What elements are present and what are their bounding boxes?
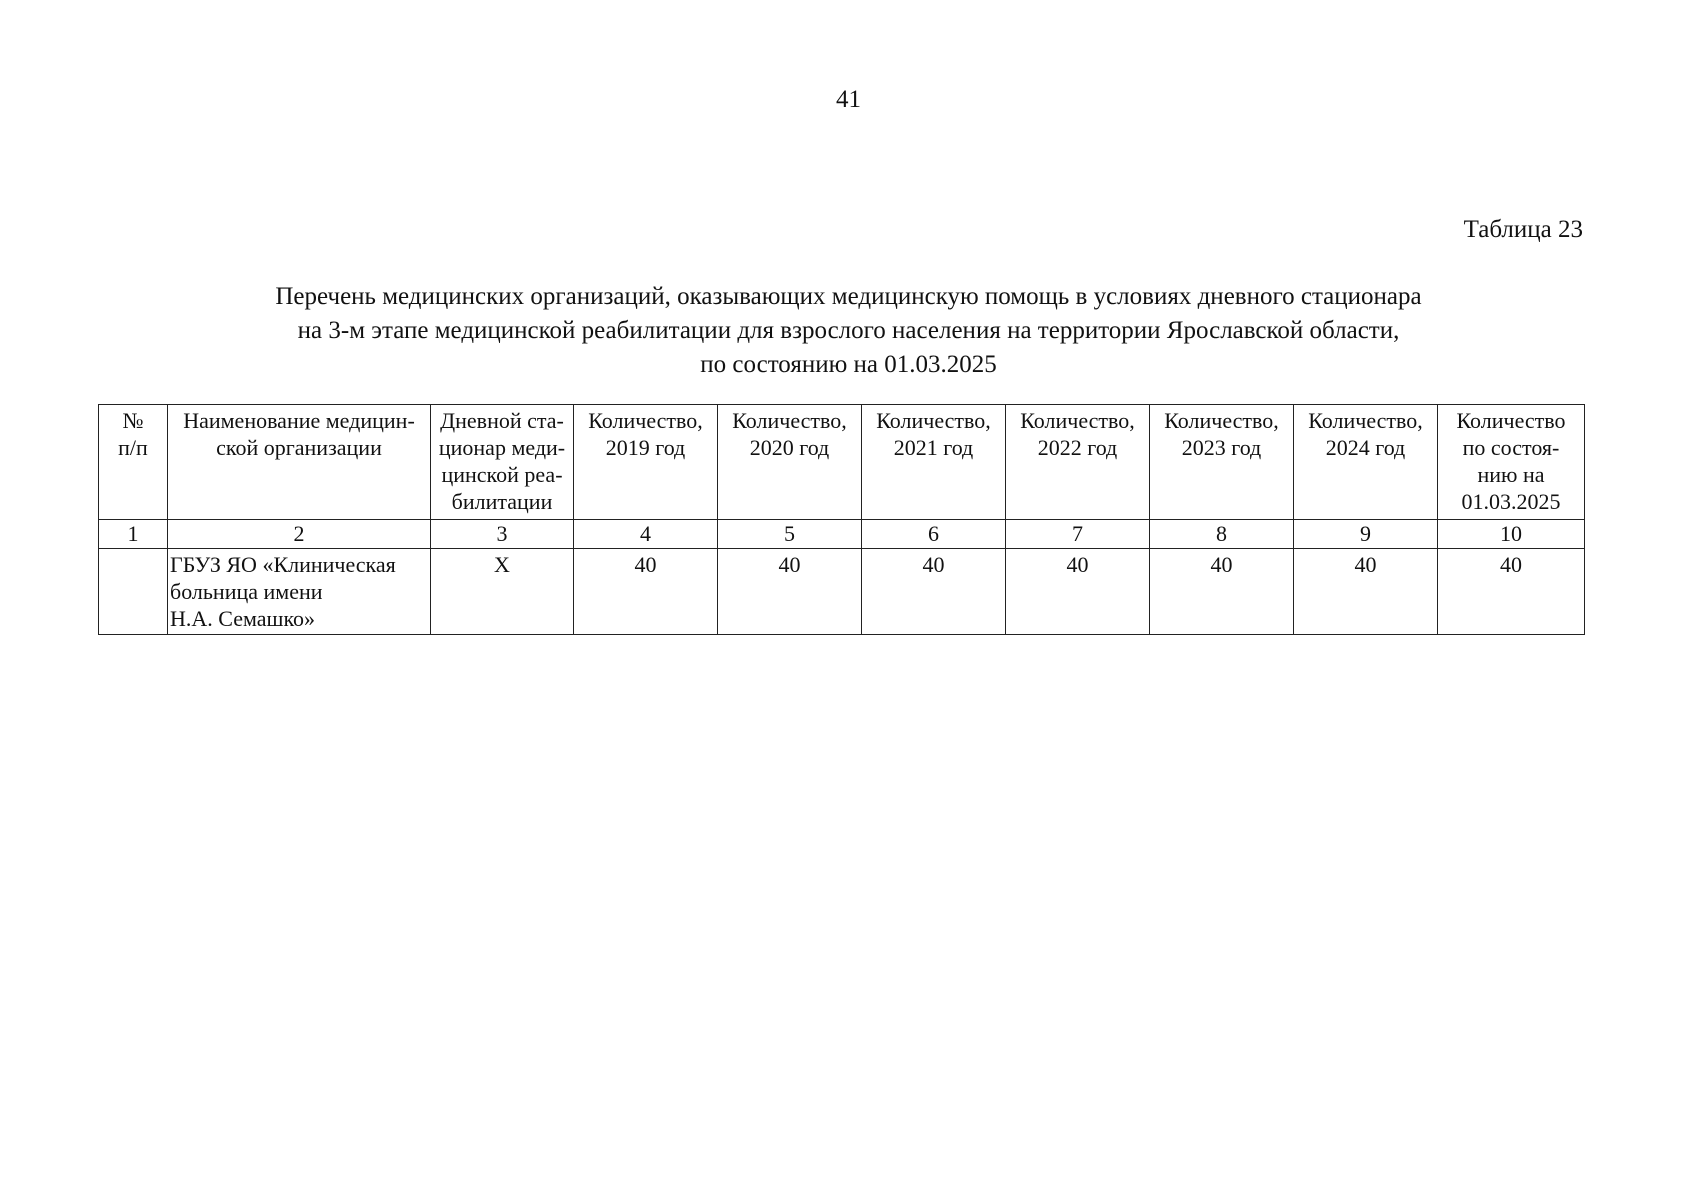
row-number — [99, 549, 168, 635]
header-line: Количество — [1456, 408, 1566, 433]
header-line: ской организации — [216, 435, 382, 460]
title-line: по состоянию на 01.03.2025 — [700, 351, 997, 378]
organization-name-line: Н.А. Семашко» — [170, 606, 316, 631]
column-number: 8 — [1150, 520, 1294, 549]
header-cell-2019 — [574, 405, 718, 520]
header-line: Количество, — [876, 408, 991, 433]
column-number: 6 — [862, 520, 1006, 549]
header-cell-number — [99, 405, 168, 520]
organization-name-line: больница имени — [170, 579, 323, 604]
header-cell-2023 — [1150, 405, 1294, 520]
header-line: 2023 год — [1181, 435, 1262, 460]
organization-name-line: ГБУЗ ЯО «Клиническая — [170, 552, 396, 577]
header-line: 2024 год — [1325, 435, 1406, 460]
header-line: ционар меди- — [438, 435, 566, 460]
day-hospital-cell: X — [431, 549, 574, 635]
header-line: п/п — [118, 435, 148, 460]
header-cell-name — [168, 405, 431, 520]
header-line: 2019 год — [605, 435, 686, 460]
count-current-cell: 40 — [1438, 549, 1585, 635]
count-2023-cell: 40 — [1150, 549, 1294, 635]
header-line: 01.03.2025 — [1461, 489, 1561, 514]
column-number-row — [99, 520, 1585, 549]
count-2019-cell: 40 — [574, 549, 718, 635]
header-cell-2021 — [862, 405, 1006, 520]
count-2024-cell: 40 — [1294, 549, 1438, 635]
column-number: 7 — [1006, 520, 1150, 549]
table-row — [99, 549, 1585, 635]
column-number: 9 — [1294, 520, 1438, 549]
header-line: 2020 год — [749, 435, 830, 460]
header-line: Количество, — [732, 408, 847, 433]
header-line: Наименование медицин- — [183, 408, 415, 433]
count-2020-cell: 40 — [718, 549, 862, 635]
column-number: 1 — [99, 520, 168, 549]
organization-name — [168, 549, 431, 635]
header-line: 2021 год — [893, 435, 974, 460]
header-cell-2024 — [1294, 405, 1438, 520]
column-number: 5 — [718, 520, 862, 549]
header-line: Количество, — [1308, 408, 1423, 433]
header-cell-2020 — [718, 405, 862, 520]
count-2022-cell: 40 — [1006, 549, 1150, 635]
header-cell-current — [1438, 405, 1585, 520]
header-line: Количество, — [588, 408, 703, 433]
header-cell-day-hospital — [431, 405, 574, 520]
header-line: билитации — [451, 489, 553, 514]
header-line: № — [122, 408, 144, 433]
column-number: 4 — [574, 520, 718, 549]
header-line: Количество, — [1164, 408, 1279, 433]
header-row — [99, 405, 1585, 520]
page-number: 41 — [836, 86, 861, 113]
header-line: 2022 год — [1037, 435, 1118, 460]
header-line: цинской реа- — [441, 462, 563, 487]
organizations-table — [98, 404, 1585, 635]
header-line: нию на — [1477, 462, 1545, 487]
header-line: Дневной ста- — [440, 408, 564, 433]
column-number: 10 — [1438, 520, 1585, 549]
table-title — [0, 280, 1697, 382]
header-line: Количество, — [1020, 408, 1135, 433]
title-line: Перечень медицинских организаций, оказывающих медицинскую помощь в условиях дневного стационара — [275, 283, 1422, 310]
header-cell-2022 — [1006, 405, 1150, 520]
column-number: 2 — [168, 520, 431, 549]
header-line: по состоя- — [1462, 435, 1560, 460]
count-2021-cell: 40 — [862, 549, 1006, 635]
title-line: на 3-м этапе медицинской реабилитации для взрослого населения на территории Ярославской области, — [297, 317, 1400, 344]
table-label: Таблица 23 — [1463, 216, 1583, 243]
column-number: 3 — [431, 520, 574, 549]
